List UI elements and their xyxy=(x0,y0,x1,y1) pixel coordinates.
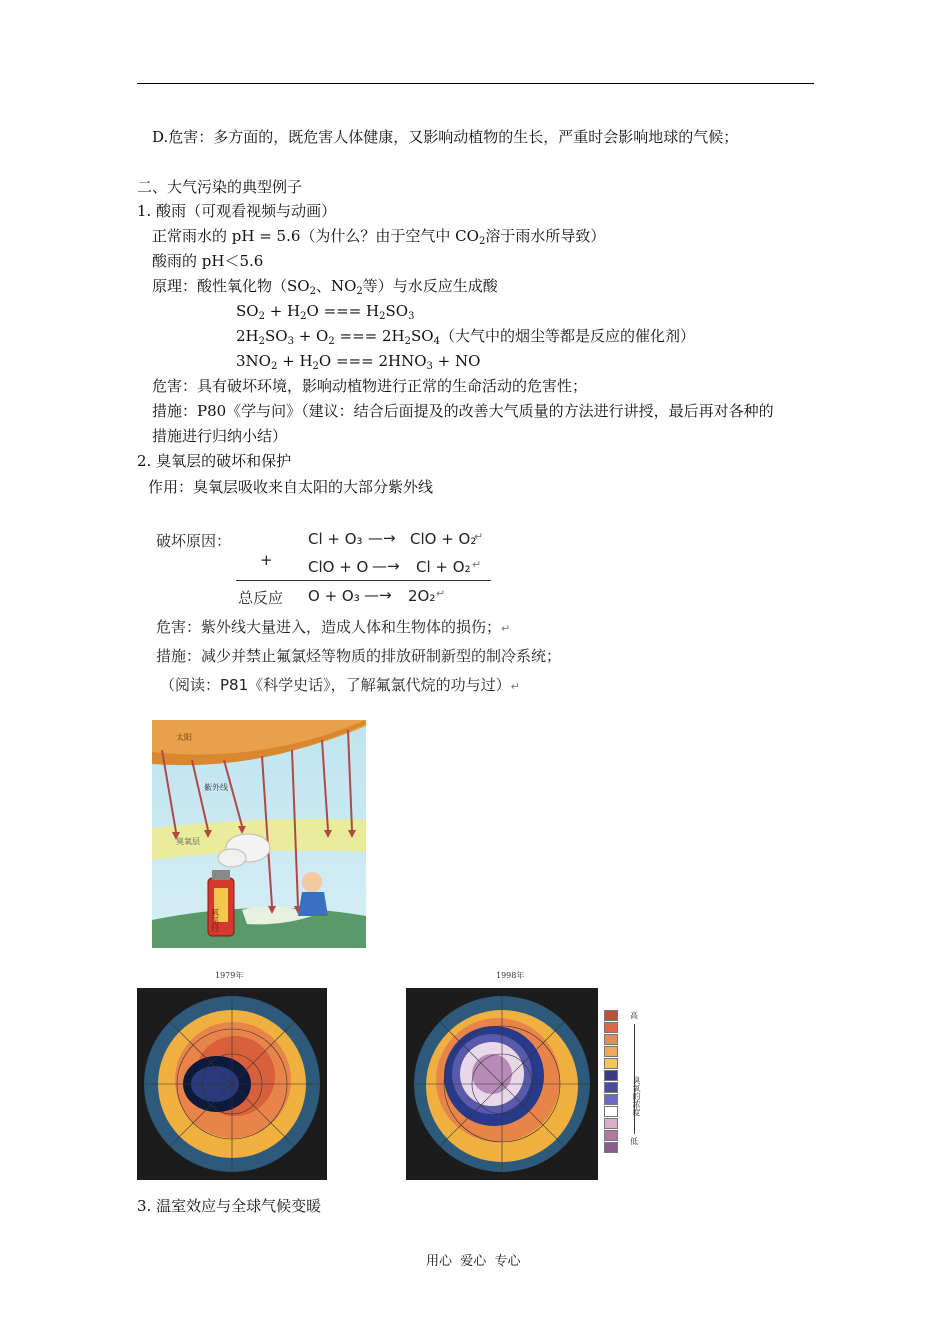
ozone-function: 作用：臭氧层吸收来自太阳的大部分紫外线 xyxy=(148,478,434,496)
section-3-title: 3. 温室效应与全球气候变暖 xyxy=(137,1197,322,1215)
legend-swatch xyxy=(604,1094,618,1105)
normal-ph-line: 正常雨水的 pH = 5.6（为什么？由于空气中 $CO_2$溶于雨水所导致） xyxy=(152,227,606,247)
ozone-legend-swatches xyxy=(604,1010,618,1154)
ozone-reading: （阅读：P81《科学史话》，了解氟氯代烷的功与过）↵ xyxy=(160,676,520,694)
uv-label: 紫外线 xyxy=(204,783,228,792)
section-2-title: 二、大气污染的典型例子 xyxy=(137,178,303,196)
acid-ph-line: 酸雨的 pH＜5.6 xyxy=(152,252,264,270)
legend-swatch xyxy=(604,1058,618,1069)
legend-mid-label: 臭氧的浓度 xyxy=(632,1076,641,1116)
legend-swatch xyxy=(604,1118,618,1129)
sun-label: 太阳 xyxy=(176,733,192,742)
ozone-harm: 危害：紫外线大量进入，造成人体和生物体的损伤；↵ xyxy=(156,618,511,636)
acid-rain-harm: 危害：具有破坏环境，影响动植物进行正常的生命活动的危害性； xyxy=(152,377,588,395)
can-label: 氟氯烃 xyxy=(210,908,220,932)
page-footer: 用心 爱心 专心 xyxy=(426,1254,521,1269)
ozone-map-1998 xyxy=(406,988,598,1180)
map-1998-caption: 1998年 xyxy=(496,971,525,980)
acid-rain-title: 1. 酸雨（可观看视频与动画） xyxy=(137,202,337,220)
reaction-2-left: ClO + O xyxy=(308,558,369,576)
map-1979-caption: 1979年 xyxy=(215,971,244,980)
arrow-right-icon: —→ xyxy=(372,557,400,575)
reaction-3-right: 2O₂ xyxy=(408,587,436,605)
reaction-sum-rule xyxy=(236,580,491,581)
plus-sign: + xyxy=(260,551,273,569)
reaction-3-left: O + O₃ xyxy=(308,587,360,605)
ozone-illustration xyxy=(152,720,366,948)
cause-label: 破坏原因： xyxy=(156,532,232,550)
equation-2: $2H_2SO_3 + O_2$ === $2H_2SO_4$（大气中的烟尘等都是反应的催化剂） xyxy=(236,327,695,347)
principle-line: 原理：酸性氧化物（$SO_2$、$NO_2$等）与水反应生成酸 xyxy=(152,277,498,297)
legend-swatch xyxy=(604,1142,618,1153)
ozone-map-1979 xyxy=(137,988,327,1180)
ozone-layer-label: 臭氧层 xyxy=(176,837,200,846)
reaction-1-left: Cl + O₃ xyxy=(308,530,363,548)
legend-high-label: 高 xyxy=(630,1011,638,1020)
legend-swatch xyxy=(604,1070,618,1081)
legend-low-label: 低 xyxy=(630,1137,638,1146)
arrow-right-icon: —→ xyxy=(368,529,396,547)
legend-swatch xyxy=(604,1034,618,1045)
acid-rain-measure-1: 措施：P80《学与问》（建议：结合后面提及的改善大气质量的方法进行讲授，最后再对各种的 xyxy=(152,402,774,420)
reaction-1-right: ClO + O₂ xyxy=(410,530,477,548)
legend-swatch xyxy=(604,1022,618,1033)
ozone-title: 2. 臭氧层的破坏和保护 xyxy=(137,452,292,470)
arrow-right-icon: —→ xyxy=(364,586,392,604)
return-mark-2: ↵ xyxy=(472,558,482,571)
ozone-measure: 措施：减少并禁止氟氯烃等物质的排放研制新型的制冷系统； xyxy=(156,647,562,665)
legend-swatch xyxy=(604,1130,618,1141)
equation-1: $SO_2 + H_2O$ === $H_2SO_3$ xyxy=(236,302,415,322)
total-reaction-label: 总反应 xyxy=(238,589,284,607)
legend-swatch xyxy=(604,1046,618,1057)
reaction-2-right: Cl + O₂ xyxy=(416,558,471,576)
acid-rain-measure-2: 措施进行归纳小结） xyxy=(152,427,288,445)
legend-swatch xyxy=(604,1106,618,1117)
equation-3: $3NO_2 + H_2O$ === $2HNO_3$ + NO xyxy=(236,352,481,372)
danger-paragraph: D.危害：多方面的，既危害人体健康，又影响动植物的生长，严重时会影响地球的气候； xyxy=(152,128,739,146)
header-rule xyxy=(137,83,814,84)
return-mark-1: ↵ xyxy=(474,530,484,543)
legend-swatch xyxy=(604,1082,618,1093)
return-mark-3: ↵ xyxy=(436,587,446,600)
legend-swatch xyxy=(604,1010,618,1021)
